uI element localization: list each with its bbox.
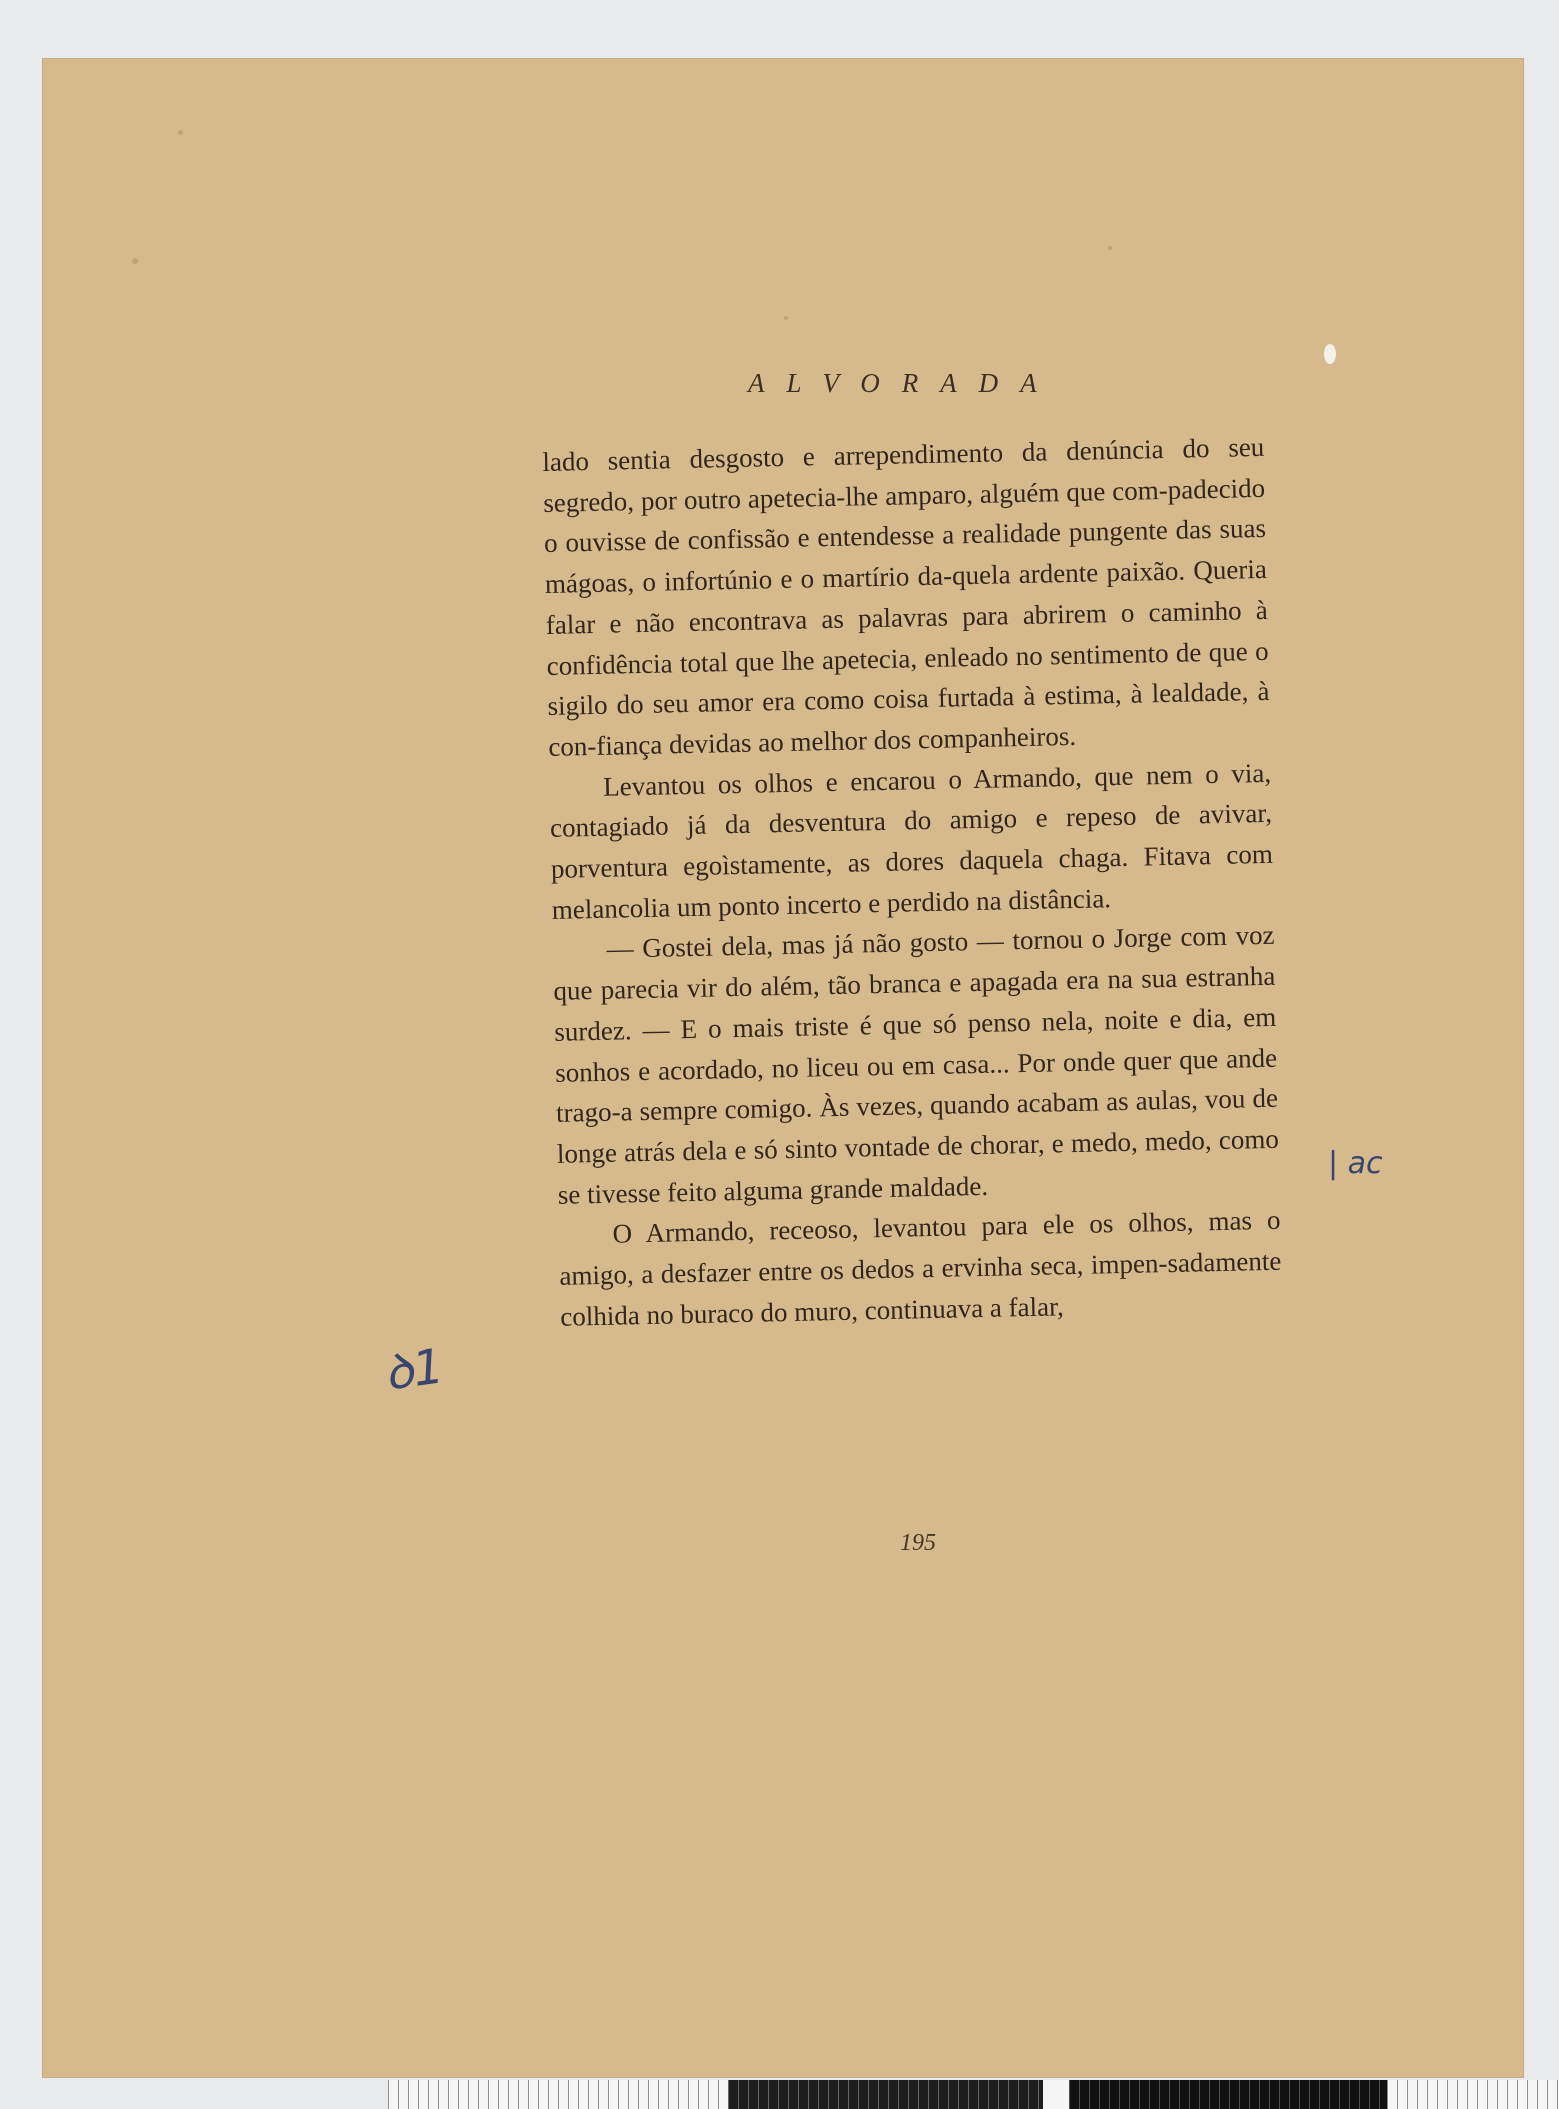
paper-speck	[132, 258, 138, 264]
ruler-end-segment	[1387, 2080, 1559, 2109]
handwritten-left-margin-note: ꝺ1	[380, 1338, 448, 1402]
paper-hole	[1324, 344, 1336, 364]
ruler-white-segment	[1043, 2080, 1069, 2109]
scale-ruler	[388, 2080, 1559, 2109]
paragraph-1: lado sentia desgosto e arrependimento da denúncia do seu segredo, por outro apetecia-lhe amparo, alguém que com-padecido o ouvisse de confissão e entendesse a realidade pungente das suas mágoas, o infortúnio e o martírio da-quela ardente paixão. Queria falar e não encontrava as palavras para abrirem o caminho à confidência total que lhe apetecia, enleado no sentimento de que o sigilo do seu amor era como coisa furtada à estima, à lealdade, à con-fiança devidas ao melhor dos companheiros.	[542, 431, 1270, 762]
ruler-black-segment	[1069, 2080, 1387, 2109]
paragraph-4: O Armando, receoso, levantou para ele os olhos, mas o amigo, a desfazer entre os dedos a ervinha seca, impen-sadamente colhida no buraco do muro, continuava a falar,	[559, 1205, 1282, 1332]
paragraph-3: — Gostei dela, mas já não gosto — tornou o Jorge com voz que parecia vir do além, tão branca e apagada era na sua estranha surdez. — E o mais triste é que só penso nela, noite e dia, em sonhos e acordado, no liceu ou em casa... Por onde quer que ande trago-a sempre comigo. Às vezes, quando acabam as aulas, vou de longe atrás dela e só sinto vontade de chorar, e medo, medo, como se tivesse feito alguma grande maldade.	[553, 920, 1280, 1210]
ruler-light-segment	[388, 2080, 728, 2109]
paper-speck	[784, 316, 788, 320]
page-number: 195	[900, 1530, 936, 1556]
paragraph-2: Levantou os olhos e encarou o Armando, que nem o via, contagiado já da desventura do amigo e repeso de avivar, porventura egoìstamente, as dores daquela chaga. Fitava com melancolia um ponto incerto e perdido na distância.	[549, 757, 1274, 925]
paper-speck	[178, 130, 183, 135]
body-text	[542, 427, 1283, 1337]
running-head: ALVORADA	[748, 368, 1059, 398]
handwritten-right-margin-note: | ac	[1328, 1146, 1383, 1181]
paper-speck	[1108, 246, 1112, 250]
ruler-dark-segment	[728, 2080, 1043, 2109]
